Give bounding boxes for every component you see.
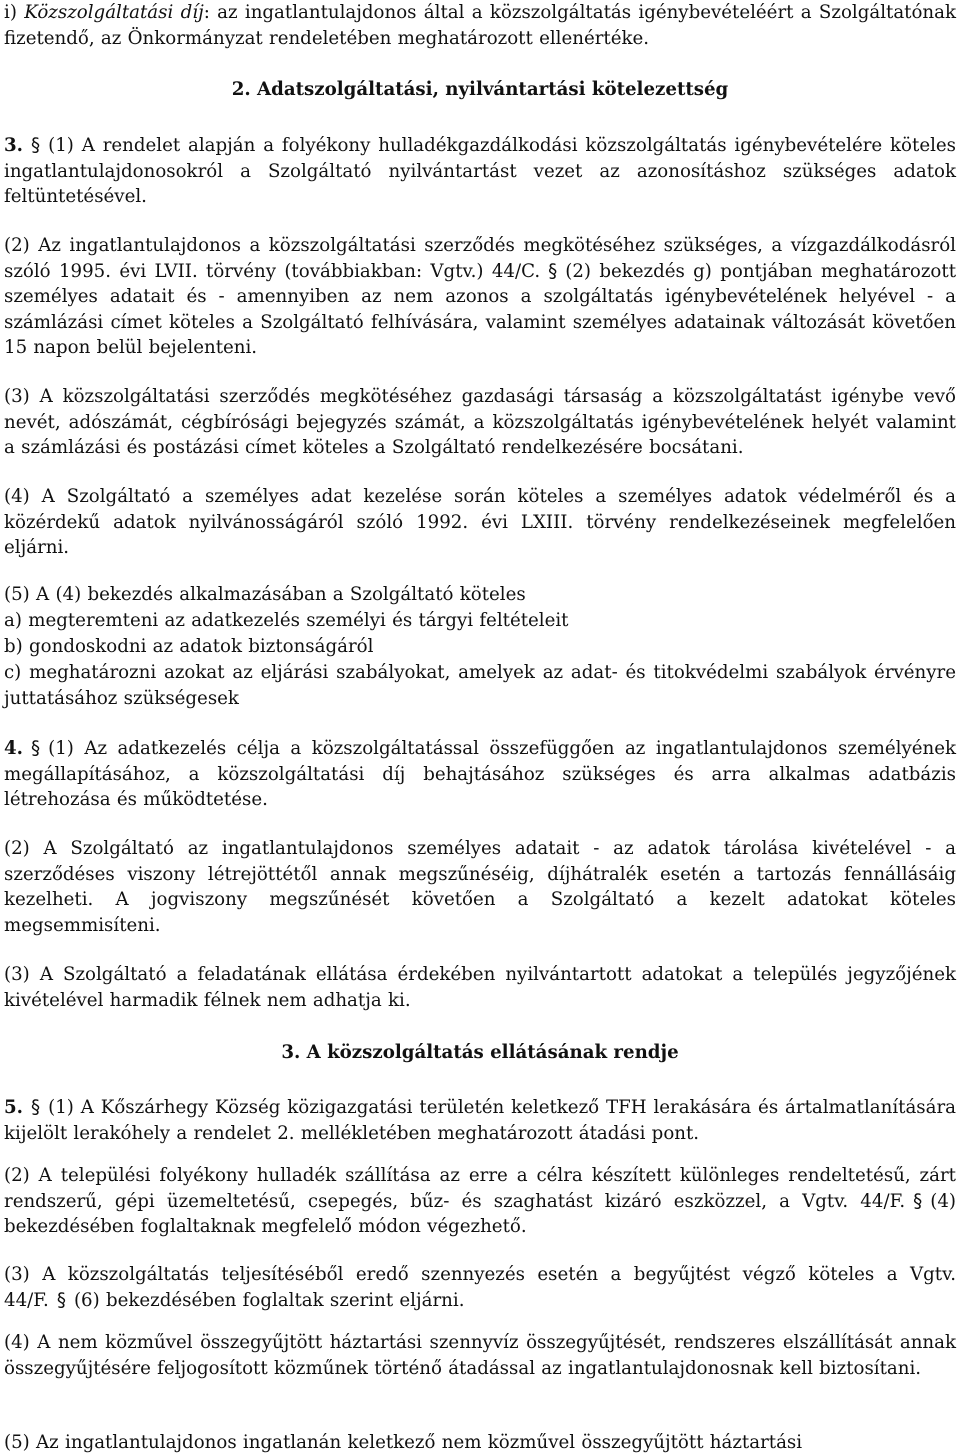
s3-p5: (5) A (4) bekezdés alkalmazásában a Szolgáltató köteles (4, 584, 526, 605)
s3-paragraph-2b: (2) bekezdés g) pontjában meghatározott személyes adatait és - amennyiben az nem azonos a szolgáltatás igénybevételének helyével - a számlázási címet köteles a Szolgáltató felhívására, valamint személyes adatainak változását követően 15 napon belül bejelenteni. (4, 260, 956, 358)
definition-i (4, 0, 956, 51)
s5-paragraph-1: (1) A Kőszárhegy Község közigazgatási területén keletkező TFH lerakására és ártalmatlanítására kijelölt lerakóhely a rendelet 2. mellékletében meghatározott átadási pont. (4, 1097, 956, 1144)
s5-p4: (4) A nem közművel összegyűjtött háztartási szennyvíz összegyűjtését, rendszeres elszállítását annak összegyűjtésére feljogosított közműnek történő átadással az ingatlantulajdonosnak kell biztosítani. (4, 1332, 956, 1379)
definition-term: Közszolgáltatási díj (24, 2, 204, 23)
s5-paragraph-3a: (3) A közszolgáltatás teljesítéséből eredő szennyezés esetén a begyűjtést végző köteles a Vgtv. 44/F. (4, 1264, 956, 1311)
s4-number: 4. (4, 738, 23, 759)
s5-p5: (5) Az ingatlantulajdonos ingatlanán keletkező nem közművel összegyűjtött háztartási (4, 1432, 803, 1453)
s5-paragraph-2b: (4) bekezdésében foglaltaknak megfelelő módon végezhető. (4, 1190, 956, 1237)
s3-paragraph-2a: (2) Az ingatlantulajdonos a közszolgáltatási szerződés megkötéséhez szükséges, a vízgazdálkodásról szóló 1995. évi LVII. törvény (továbbiakban: Vgtv.) 44/C. (4, 235, 956, 282)
s4-p2: (2) A Szolgáltató az ingatlantulajdonos személyes adatait - az adatok tárolása kivételével - a szerződéses viszony létrejöttétől annak megszűnéséig, díjhátralék esetén a tartozás fennállásáig kezelheti. A jogviszony megszűnését követően a Szolgáltató a kezelt adatokat köteles megsemmisíteni. (4, 838, 956, 936)
s3-paragraph-1: (1) A rendelet alapján a folyékony hulladékgazdálkodási közszolgáltatás igénybevételére köteles ingatlantulajdonosokról a Szolgáltató nyilvántartást vezet az azonosításhoz szükséges adatok feltüntetésével. (4, 135, 956, 207)
definition-lead: i) (4, 2, 25, 23)
s3-p1 (4, 133, 956, 210)
s5-paragraph-3b: (6) bekezdésében foglaltak szerint eljárni. (73, 1289, 465, 1311)
s5-p1 (4, 1095, 956, 1146)
s4-paragraph-1: (1) Az adatkezelés célja a közszolgáltatással összefüggően az ingatlantulajdonos személyének megállapításához, a közszolgáltatási díj behajtásához szükséges és arra alkalmas adatbázis létrehozása és működtetése. (4, 738, 956, 810)
section-sign: § (31, 135, 41, 156)
s5-paragraph-2a: (2) A települési folyékony hulladék szállítása az erre a célra készített különleges rendeltetésű, zárt rendszerű, gépi üzemeltetésű, csepegés, bűz- és szaghatást kizáró eszközzel, a Vgtv. 44/F. (4, 1165, 956, 1212)
s3-p3: (3) A közszolgáltatási szerződés megkötéséhez gazdasági társaság a közszolgáltatást igénybe vevő nevét, adószámát, cégbírósági bejegyzés számát, a közszolgáltatás igénybevételének helyét valamint a számlázási és postázási címet köteles a Szolgáltató rendelkezésére bocsátani. (4, 386, 956, 458)
section-sign: § (31, 1097, 41, 1118)
definition-text: : az ingatlantulajdonos által a közszolgáltatás igénybevételéért a Szolgáltatónak fizetendő, az Önkormányzat rendeletében meghatározott ellenértéke. (4, 2, 957, 49)
s3-p4: (4) A Szolgáltató a személyes adat kezelése során köteles a személyes adatok védelméről és a közérdekű adatok nyilvánosságáról szóló 1992. évi LXIII. törvény rendelkezéseinek megfelelően eljárni. (4, 486, 956, 558)
section-heading-3: 3. A közszolgáltatás ellátásának rendje (281, 1042, 679, 1063)
section-sign: § (548, 260, 558, 282)
s4-p1 (4, 736, 956, 813)
s5-number: 5. (4, 1097, 23, 1118)
s3-p5a: a) megteremteni az adatkezelés személyi és tárgyi feltételeit (4, 610, 569, 631)
s5-p3 (4, 1262, 956, 1313)
s4-p3: (3) A Szolgáltató a feladatának ellátása érdekében nyilvántartott adatokat a település jegyzőjének kivételével harmadik félnek nem adhatja ki. (4, 964, 956, 1011)
s3-p5b: b) gondoskodni az adatok biztonságáról (4, 636, 374, 657)
s3-number: 3. (4, 135, 23, 156)
section-sign: § (31, 738, 41, 759)
section-sign: § (913, 1190, 923, 1212)
section-heading-2: 2. Adatszolgáltatási, nyilvántartási kötelezettség (231, 79, 729, 100)
s3-p5c: c) meghatározni azokat az eljárási szabályokat, amelyek az adat- és titokvédelmi szabályok érvényre juttatásához szükségesek (4, 662, 956, 709)
s3-p2 (4, 233, 956, 361)
s5-p2 (4, 1163, 956, 1240)
section-sign: § (56, 1289, 66, 1311)
